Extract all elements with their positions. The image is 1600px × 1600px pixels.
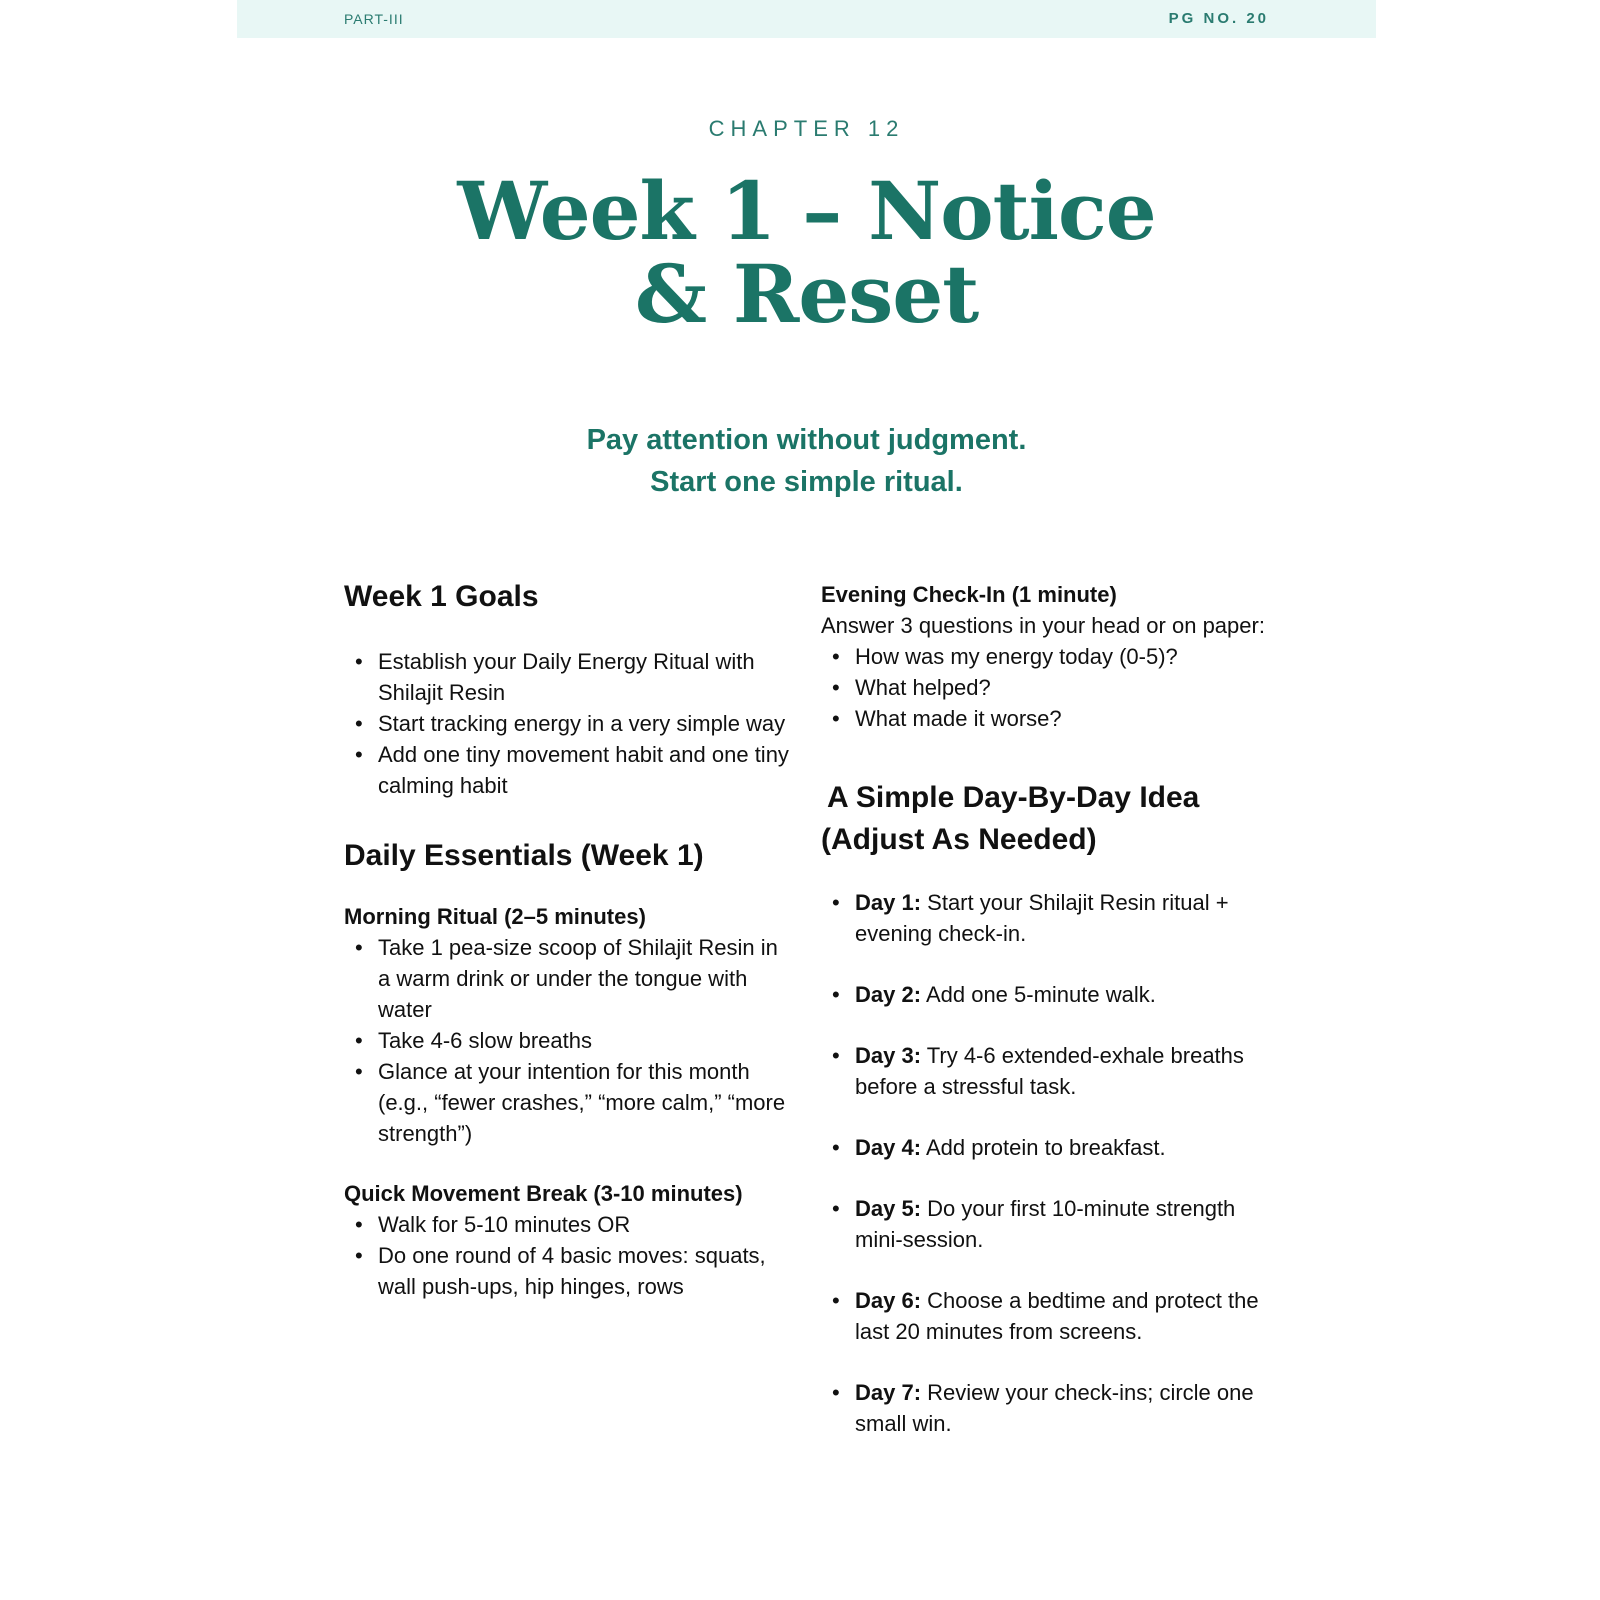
bullet-icon: • <box>832 982 840 1007</box>
bullet-icon: • <box>355 1212 363 1237</box>
goals-heading: Week 1 Goals <box>344 580 539 613</box>
bullet-icon: • <box>355 711 363 736</box>
chapter-subtitle <box>237 419 1376 503</box>
day-label: Day 1: <box>855 890 922 915</box>
day-label: Day 6: <box>855 1288 922 1313</box>
bullet-icon: • <box>832 890 840 915</box>
bullet-icon: • <box>832 1196 840 1221</box>
part-label: PART-III <box>344 11 404 27</box>
movement-break-list <box>344 1209 794 1302</box>
list-item: • Day 1: Start your Shilajit Resin ritual + evening check-in. <box>821 887 1281 949</box>
subtitle-line-2: Start one simple ritual. <box>650 466 963 498</box>
subtitle-line-1: Pay attention without judgment. <box>586 424 1027 456</box>
bullet-icon: • <box>355 649 363 674</box>
day-plan-list <box>821 887 1281 1439</box>
list-item: • What made it worse? <box>821 703 1281 734</box>
bullet-icon: • <box>355 1243 363 1268</box>
day-plan-heading <box>821 777 1281 861</box>
list-item: • Add one tiny movement habit and one tiny calming habit <box>344 739 794 801</box>
list-item: • Start tracking energy in a very simple way <box>344 708 794 739</box>
bullet-icon: • <box>355 1059 363 1084</box>
chapter-label: CHAPTER 12 <box>708 116 905 141</box>
day-label: Day 4: <box>855 1135 922 1160</box>
bullet-icon: • <box>355 1028 363 1053</box>
morning-ritual-list <box>344 932 794 1149</box>
list-item: • How was my energy today (0-5)? <box>821 641 1281 672</box>
bullet-icon: • <box>832 706 840 731</box>
list-item: • Walk for 5-10 minutes OR <box>344 1209 794 1240</box>
day-label: Day 5: <box>855 1196 922 1221</box>
list-item: • Day 2: Add one 5-minute walk. <box>821 979 1281 1010</box>
list-item: • Day 5: Do your first 10-minute strength mini-session. <box>821 1193 1281 1255</box>
evening-checkin-list <box>821 641 1281 734</box>
bullet-icon: • <box>832 675 840 700</box>
list-item: • Establish your Daily Energy Ritual with Shilajit Resin <box>344 646 794 708</box>
movement-break-heading: Quick Movement Break (3-10 minutes) <box>344 1181 743 1206</box>
list-item: • Day 7: Review your check-ins; circle one small win. <box>821 1377 1281 1439</box>
page-number: PG NO. 20 <box>1168 10 1269 27</box>
bullet-icon: • <box>832 1380 840 1405</box>
list-item: • Glance at your intention for this month (e.g., “fewer crashes,” “more calm,” “more strength”) <box>344 1056 794 1149</box>
list-item: • Day 6: Choose a bedtime and protect the last 20 minutes from screens. <box>821 1285 1281 1347</box>
chapter-title-line-2: & Reset <box>634 247 979 341</box>
list-item: • Day 3: Try 4-6 extended-exhale breaths before a stressful task. <box>821 1040 1281 1102</box>
evening-checkin-heading: Evening Check-In (1 minute) <box>821 582 1117 607</box>
list-item: • Take 4-6 slow breaths <box>344 1025 794 1056</box>
bullet-icon: • <box>832 1288 840 1313</box>
running-header <box>237 0 1376 38</box>
bullet-icon: • <box>832 1043 840 1068</box>
list-item: • Take 1 pea-size scoop of Shilajit Resin in a warm drink or under the tongue with water <box>344 932 794 1025</box>
day-plan-heading-line-1: A Simple Day-By-Day Idea <box>827 781 1200 814</box>
morning-ritual-heading: Morning Ritual (2–5 minutes) <box>344 904 646 929</box>
goals-list <box>344 646 794 801</box>
evening-checkin-intro: Answer 3 questions in your head or on paper: <box>821 613 1265 638</box>
right-column <box>821 580 1281 1439</box>
bullet-icon: • <box>832 644 840 669</box>
day-plan-heading-line-2: (Adjust As Needed) <box>821 823 1097 856</box>
bullet-icon: • <box>355 742 363 767</box>
left-column <box>344 576 794 1302</box>
day-label: Day 7: <box>855 1380 922 1405</box>
list-item: • What helped? <box>821 672 1281 703</box>
bullet-icon: • <box>832 1135 840 1160</box>
chapter-title-line-1: Week 1 – Notice <box>457 164 1156 258</box>
list-item: • Day 4: Add protein to breakfast. <box>821 1132 1281 1163</box>
bullet-icon: • <box>355 935 363 960</box>
day-label: Day 2: <box>855 982 922 1007</box>
essentials-heading: Daily Essentials (Week 1) <box>344 839 704 872</box>
list-item: • Do one round of 4 basic moves: squats, wall push-ups, hip hinges, rows <box>344 1240 794 1302</box>
day-label: Day 3: <box>855 1043 922 1068</box>
page <box>237 0 1376 1600</box>
chapter-title <box>237 164 1376 341</box>
